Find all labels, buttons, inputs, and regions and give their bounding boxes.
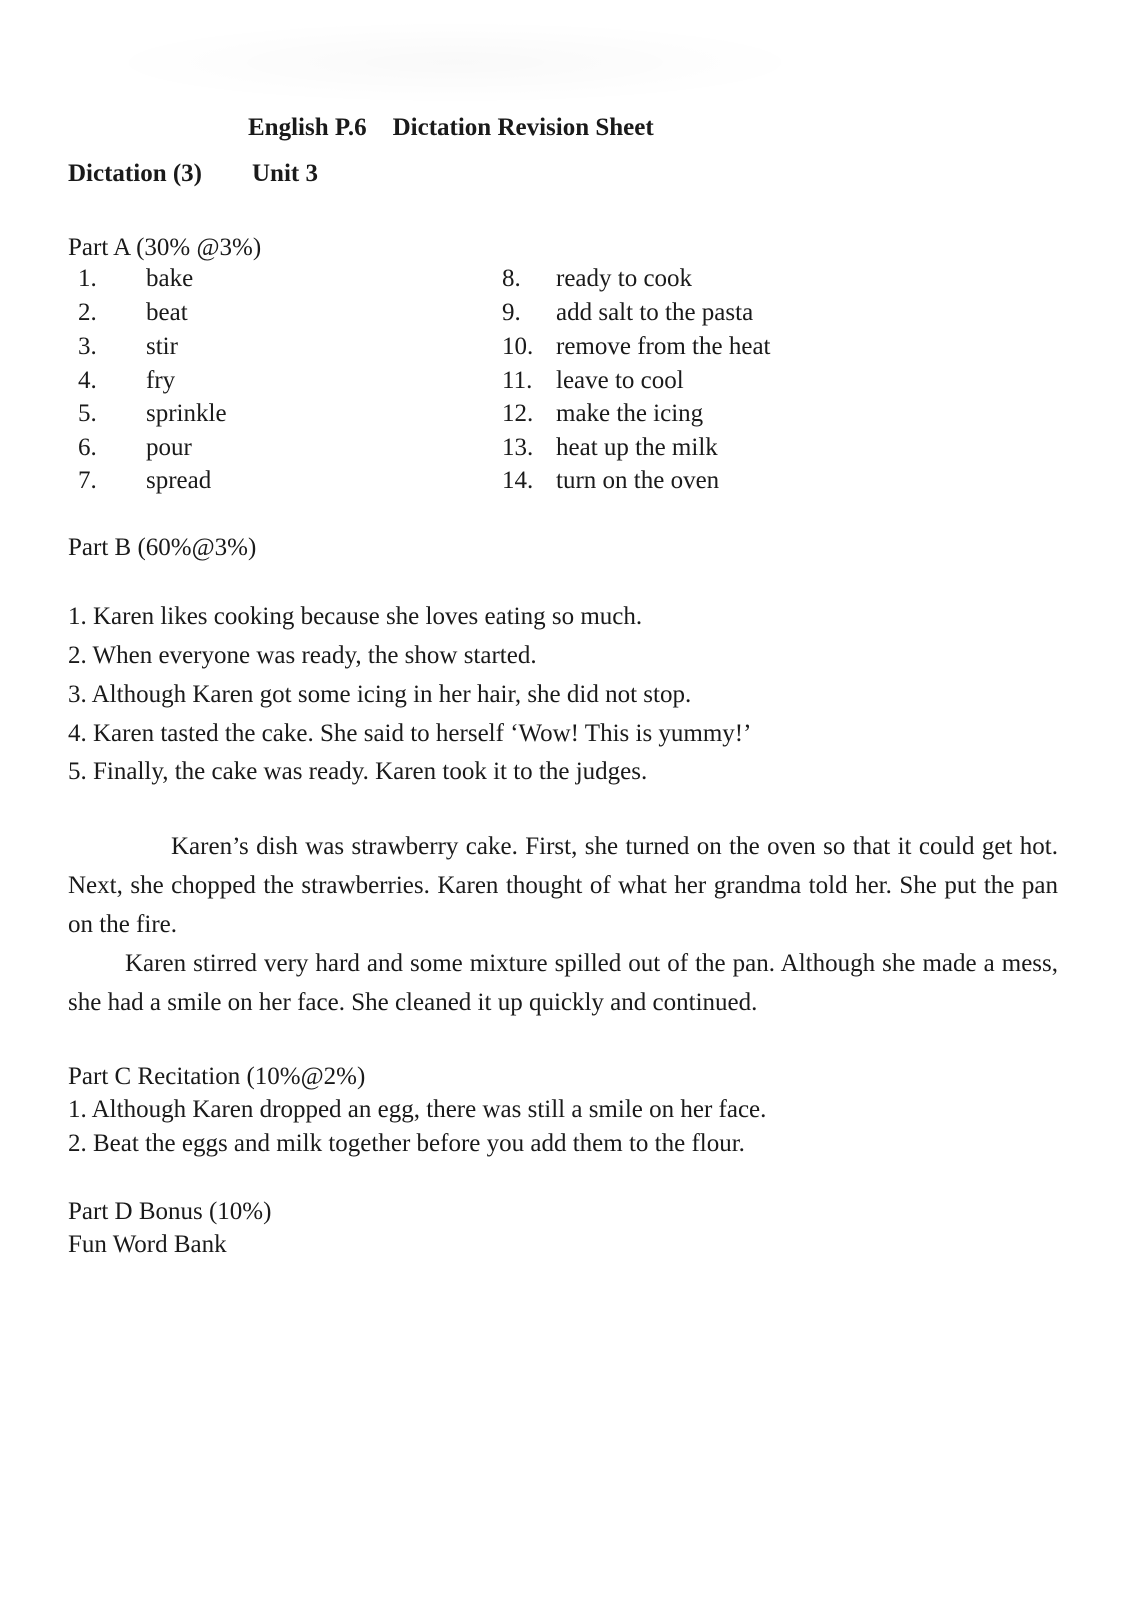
recitation-sentence: 1. Although Karen dropped an egg, there was still a smile on her face. [68, 1096, 767, 1123]
word-text: leave to cool [556, 367, 684, 394]
dictation-sentence: 5. Finally, the cake was ready. Karen took it to the judges. [68, 758, 648, 785]
word-text: turn on the oven [556, 467, 720, 494]
unit-label: Unit 3 [252, 160, 318, 187]
word-text: spread [146, 467, 212, 494]
word-text: sprinkle [146, 400, 227, 427]
word-number: 6. [78, 434, 97, 461]
word-number: 10. [502, 333, 534, 360]
sheet-title [248, 114, 654, 142]
subject-label: English P.6 [248, 114, 367, 141]
word-number: 13. [502, 434, 534, 461]
part-c-heading: Part C Recitation (10%@2%) [68, 1063, 366, 1090]
word-text: stir [146, 333, 178, 360]
word-text: pour [146, 434, 192, 461]
dictation-sentence: 1. Karen likes cooking because she loves eating so much. [68, 603, 643, 630]
word-number: 8. [502, 265, 521, 292]
dictation-sentence: 3. Although Karen got some icing in her hair, she did not stop. [68, 681, 692, 708]
word-number: 4. [78, 367, 97, 394]
recitation-sentence: 2. Beat the eggs and milk together before you add them to the flour. [68, 1130, 745, 1157]
word-number: 9. [502, 299, 521, 326]
story-paragraph-1: Karen’s dish was strawberry cake. First, she turned on the oven so that it could get hot. Next, she chopped the strawberries. Karen thought of what her grandma told her. She put the pan on the fire. [68, 833, 1058, 938]
dictation-sentence: 2. When everyone was ready, the show started. [68, 642, 537, 669]
word-text: bake [146, 265, 194, 292]
word-number: 2. [78, 299, 97, 326]
word-number: 5. [78, 400, 97, 427]
word-bank-label: Fun Word Bank [68, 1231, 227, 1258]
word-number: 14. [502, 467, 534, 494]
word-number: 11. [502, 367, 533, 394]
word-text: remove from the heat [556, 333, 771, 360]
word-number: 3. [78, 333, 97, 360]
dictation-subtitle [68, 160, 318, 188]
word-text: ready to cook [556, 265, 693, 292]
title-label: Dictation Revision Sheet [392, 114, 654, 141]
part-b-heading: Part B (60%@3%) [68, 534, 257, 561]
word-text: fry [146, 367, 176, 394]
story-paragraph-2: Karen stirred very hard and some mixture spilled out of the pan. Although she made a mess, she had a smile on her face. She cleaned it up quickly and continued. [68, 950, 1058, 1016]
word-text: add salt to the pasta [556, 299, 754, 326]
scan-smudge [95, 20, 815, 105]
part-d-heading: Part D Bonus (10%) [68, 1198, 272, 1225]
dictation-label: Dictation (3) [68, 160, 202, 187]
part-a-heading: Part A (30% @3%) [68, 234, 262, 261]
dictation-sentence: 4. Karen tasted the cake. She said to herself ‘Wow! This is yummy!’ [68, 720, 752, 747]
word-text: beat [146, 299, 188, 326]
word-text: make the icing [556, 400, 704, 427]
word-number: 12. [502, 400, 534, 427]
word-number: 7. [78, 467, 97, 494]
word-number: 1. [78, 265, 97, 292]
word-text: heat up the milk [556, 434, 718, 461]
